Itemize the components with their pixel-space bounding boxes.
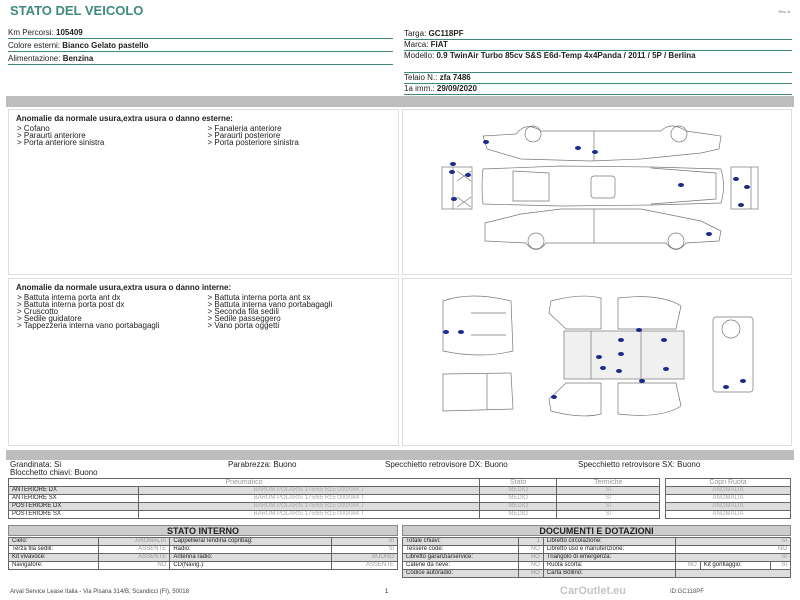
col-header: Pneumatico <box>9 479 480 487</box>
info-value: zfa 7486 <box>439 73 471 82</box>
watermark-logo: CarOutlet.eu <box>560 585 627 597</box>
field-label: Terza fila sedili: <box>9 546 99 554</box>
field-value: ASSENTE <box>99 546 170 554</box>
table-row <box>403 570 791 578</box>
damage-marker[interactable] <box>596 355 602 359</box>
table-row <box>666 487 791 495</box>
damage-item: > Battuta interna porta post dx <box>17 300 125 309</box>
info-value: 0.9 TwinAir Turbo 85cv S&S E6d-Temp 4x4Panda / 2011 / 5P / Berlina <box>436 51 696 60</box>
col-header: Termiche <box>557 479 660 487</box>
field-value: BUONO <box>332 554 398 562</box>
damage-item: > Fanaleria anteriore <box>207 124 282 133</box>
interior-damage-list <box>8 278 399 446</box>
table-cell: ANTERIORE DX <box>9 487 139 495</box>
damage-marker[interactable] <box>551 395 557 399</box>
damage-marker[interactable] <box>458 330 464 334</box>
grandinata: Grandinata: Si <box>10 460 62 469</box>
table-cell: MEDIO <box>480 511 557 519</box>
table-cell: MEDIO <box>480 503 557 511</box>
table-cell: BARUM POLARIS 175/65 R15 000/084 T <box>139 487 480 495</box>
field-value: ASSENTE <box>332 562 398 570</box>
field-label: Libretto uso e manutenzione: <box>543 546 675 554</box>
stato-interno-table <box>8 537 398 570</box>
specchietto-sx: Specchietto retrovisore SX: Buono <box>578 460 701 469</box>
table-cell: BARUM POLARIS 175/65 R15 000/084 T <box>139 503 480 511</box>
field-value: SI <box>675 538 790 546</box>
table-cell: ANOMALIA <box>666 495 791 503</box>
damage-item: > Battuta interna porta ant sx <box>207 293 311 302</box>
damage-marker[interactable] <box>706 232 712 236</box>
field-value: NO <box>518 554 543 562</box>
info-row <box>8 28 393 39</box>
damage-item: > Seconda fila sedili <box>207 307 279 316</box>
damage-item: > Paraurti posteriore <box>207 131 281 140</box>
table-cell: POSTERIORE SX <box>9 511 139 519</box>
field-value: ASSENTE <box>99 554 170 562</box>
info-label: Alimentazione: <box>8 54 63 63</box>
specchietto-dx: Specchietto retrovisore DX: Buono <box>385 460 508 469</box>
footer-address: Arval Service Lease Italia - Via Pisana 314/B, Scandicci (FI), 50018 <box>10 589 189 595</box>
field-label: Codice autoradio: <box>403 570 519 578</box>
field-label: Totale chiavi: <box>403 538 519 546</box>
tyres-table <box>8 478 660 519</box>
section-divider <box>6 96 794 107</box>
copri-ruota-table <box>665 478 791 519</box>
info-row <box>404 29 792 40</box>
field-value: NO <box>99 562 170 570</box>
table-cell: SI <box>557 487 660 495</box>
damage-item: > Porta posteriore sinistra <box>207 138 299 147</box>
table-row <box>666 503 791 511</box>
field-label: Libretto garanzia/service: <box>403 554 519 562</box>
info-row <box>404 73 792 84</box>
info-row <box>404 84 792 95</box>
damage-marker[interactable] <box>443 330 449 334</box>
col-header: Copri Ruota <box>666 479 791 487</box>
info-row <box>404 51 792 73</box>
page-title: STATO DEL VEICOLO <box>10 3 144 18</box>
blocchetto-chiavi: Blocchetto chiavi: Buono <box>10 468 98 477</box>
table-row <box>9 511 660 519</box>
damage-marker[interactable] <box>740 379 746 383</box>
table-row <box>666 495 791 503</box>
damage-item: > Cruscotto <box>17 307 59 316</box>
info-row <box>404 40 792 51</box>
info-label: Marca: <box>404 40 431 49</box>
damage-item: > Vano porta oggetti <box>207 321 280 330</box>
damage-item: > Porta anteriore sinistra <box>17 138 105 147</box>
field-label: Cappelliera/Tendina copribag: <box>170 538 332 546</box>
info-row <box>8 54 393 65</box>
table-cell: ANOMALIA <box>666 487 791 495</box>
section-divider <box>6 450 794 460</box>
field-value: NO <box>675 562 700 570</box>
exterior-heading: Anomalie da normale usura,extra usura o danno esterne: <box>16 114 233 123</box>
table-row <box>403 538 791 546</box>
exterior-damage-list <box>8 109 399 275</box>
damage-marker[interactable] <box>636 328 642 332</box>
damage-marker[interactable] <box>483 140 489 144</box>
info-label: Telaio N.: <box>404 73 440 82</box>
info-row <box>8 41 393 52</box>
info-label: Targa: <box>404 29 429 38</box>
field-value: 1 <box>518 538 543 546</box>
table-row <box>666 511 791 519</box>
info-label: 1a imm.: <box>404 84 437 93</box>
damage-item: > Battuta interna porta ant dx <box>17 293 121 302</box>
field-value: SI <box>675 554 790 562</box>
exterior-diagram <box>402 109 792 275</box>
table-cell: POSTERIORE DX <box>9 503 139 511</box>
info-value: GC118PF <box>428 29 464 38</box>
stato-interno-title: STATO INTERNO <box>8 525 398 536</box>
field-label: Catene da neve: <box>403 562 519 570</box>
field-value: NO <box>518 546 543 554</box>
field-value: NO <box>675 546 790 554</box>
damage-marker[interactable] <box>639 379 645 383</box>
footer-code: ID:GC118PF <box>670 589 704 595</box>
table-row <box>9 562 398 570</box>
field-label: Carta Bollino: <box>543 570 675 578</box>
damage-marker[interactable] <box>663 367 669 371</box>
damage-marker[interactable] <box>618 352 624 356</box>
damage-item: > Tappezzeria interna vano portabagagli <box>17 321 160 330</box>
damage-item: > Paraurti anteriore <box>17 131 86 140</box>
table-cell: ANOMALIA <box>666 511 791 519</box>
table-cell: BARUM POLARIS 175/65 R15 000/084 T <box>139 495 480 503</box>
field-label: Antenna radio: <box>170 554 332 562</box>
table-row <box>9 554 398 562</box>
damage-marker[interactable] <box>733 177 739 181</box>
damage-marker[interactable] <box>465 173 471 177</box>
info-value: 29/09/2020 <box>436 84 477 93</box>
table-row <box>9 487 660 495</box>
damage-item: > Sedile passeggero <box>207 314 281 323</box>
info-value: Benzina <box>62 54 94 63</box>
field-value: ANOMALIA <box>99 538 170 546</box>
field-label: Libretto circolazione: <box>543 538 675 546</box>
field-label: Triangolo di emergenza: <box>543 554 675 562</box>
field-label: Tessere code: <box>403 546 519 554</box>
info-value: FIAT <box>430 40 448 49</box>
page-number: 1 <box>385 589 389 595</box>
field-value: SI <box>771 562 791 570</box>
damage-marker[interactable] <box>738 203 744 207</box>
field-value: SI <box>332 546 398 554</box>
table-row <box>403 562 791 570</box>
damage-marker[interactable] <box>723 385 729 389</box>
table-cell: MEDIO <box>480 495 557 503</box>
table-row <box>9 538 398 546</box>
table-cell: ANOMALIA <box>666 503 791 511</box>
field-value: NO <box>518 562 543 570</box>
damage-marker[interactable] <box>450 162 456 166</box>
info-label: Km Percorsi: <box>8 28 57 37</box>
table-row <box>9 546 398 554</box>
field-label: Kit vivavoce: <box>9 554 99 562</box>
table-cell: SI <box>557 511 660 519</box>
field-value <box>675 570 790 578</box>
damage-marker[interactable] <box>575 146 581 150</box>
damage-item: > Sedile guidatore <box>17 314 82 323</box>
field-label: Ruota scorta: <box>543 562 675 570</box>
info-value: Bianco Gelato pastello <box>62 41 149 50</box>
damage-marker[interactable] <box>744 185 750 189</box>
table-cell: SI <box>557 495 660 503</box>
interior-heading: Anomalie da normale usura,extra usura o danno interne: <box>16 283 232 292</box>
field-label: Kit gonfiaggio: <box>700 562 770 570</box>
damage-marker[interactable] <box>661 338 667 342</box>
damage-marker[interactable] <box>600 366 606 370</box>
field-label: CD(Navig.): <box>170 562 332 570</box>
table-row <box>403 554 791 562</box>
table-cell: ANTERIORE SX <box>9 495 139 503</box>
table-row <box>403 546 791 554</box>
parabrezza: Parabrezza: Buono <box>228 460 297 469</box>
field-label: Cielo: <box>9 538 99 546</box>
col-header: Stato <box>480 479 557 487</box>
damage-marker[interactable] <box>678 183 684 187</box>
damage-item: > Battuta interna vano portabagagli <box>207 300 333 309</box>
interior-diagram <box>402 278 792 446</box>
info-label: Modello: <box>404 51 437 60</box>
field-value: SI <box>332 538 398 546</box>
revision: Rev. A <box>778 9 790 14</box>
damage-marker[interactable] <box>451 197 457 201</box>
damage-marker[interactable] <box>616 369 622 373</box>
info-label: Colore esterni: <box>8 41 63 50</box>
field-value: NO <box>518 570 543 578</box>
documenti-title: DOCUMENTI E DOTAZIONI <box>402 525 791 536</box>
table-cell: SI <box>557 503 660 511</box>
field-label: Navigatore: <box>9 562 99 570</box>
documenti-table <box>402 537 791 578</box>
damage-item: > Cofano <box>17 124 50 133</box>
table-cell: MEDIO <box>480 487 557 495</box>
table-row <box>9 495 660 503</box>
damage-marker[interactable] <box>618 338 624 342</box>
damage-marker[interactable] <box>449 170 455 174</box>
info-value: 105409 <box>56 28 83 37</box>
table-row <box>9 503 660 511</box>
damage-marker[interactable] <box>592 150 598 154</box>
table-cell: BARUM POLARIS 175/65 R15 000/084 T <box>139 511 480 519</box>
field-label: Radio: <box>170 546 332 554</box>
